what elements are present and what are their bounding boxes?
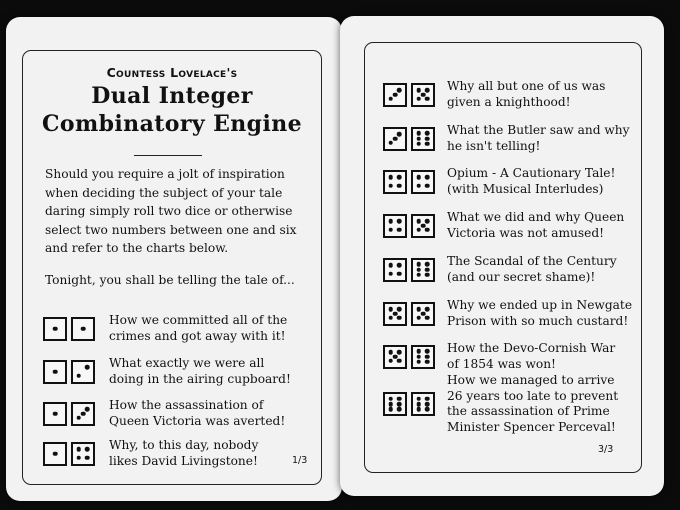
die-pip bbox=[53, 326, 58, 331]
dice-entry bbox=[383, 123, 630, 154]
die-pip bbox=[421, 223, 426, 228]
right-card-frame bbox=[364, 42, 642, 473]
dice-entry bbox=[383, 373, 618, 435]
die-pip bbox=[425, 349, 430, 354]
die-pip bbox=[425, 141, 430, 146]
die-pip bbox=[393, 354, 398, 359]
title-divider bbox=[134, 155, 202, 156]
dice-pair bbox=[383, 258, 435, 282]
entry-text: How we committed all of the crimes and got away with it! bbox=[109, 313, 288, 343]
die-pip bbox=[53, 451, 58, 456]
die-icon bbox=[411, 127, 435, 151]
entry-text: How the Devo-Cornish War of 1854 was won! bbox=[447, 341, 616, 371]
dice-entry bbox=[383, 341, 615, 372]
die-pip bbox=[388, 397, 393, 402]
die-pip bbox=[416, 272, 421, 277]
intro-paragraph: Should you require a jolt of inspiration when deciding the subject of your tale daring simply roll two dice or otherwise select two numbers between one and six and refer to the charts below. bbox=[45, 167, 297, 256]
die-pip bbox=[416, 131, 421, 136]
die-pip bbox=[388, 228, 393, 233]
die-pip bbox=[81, 411, 86, 416]
die-pip bbox=[397, 88, 402, 93]
left-card bbox=[6, 17, 342, 501]
die-pip bbox=[425, 307, 430, 312]
card-title-line2: Combinatory Engine bbox=[41, 111, 303, 137]
die-pip bbox=[425, 175, 430, 180]
die-pip bbox=[397, 350, 402, 355]
die-pip bbox=[388, 316, 393, 321]
die-pip bbox=[388, 407, 393, 412]
die-icon bbox=[43, 360, 67, 384]
die-pip bbox=[416, 141, 421, 146]
die-pip bbox=[76, 456, 81, 461]
die-pip bbox=[425, 97, 430, 102]
die-icon bbox=[383, 214, 407, 238]
page-number: 3/3 bbox=[598, 444, 614, 455]
entry-text: The Scandal of the Century (and our secret shame)! bbox=[447, 254, 617, 284]
dice-pair bbox=[383, 302, 435, 326]
dice-entry bbox=[383, 210, 624, 241]
die-pip bbox=[425, 267, 430, 272]
die-pip bbox=[393, 92, 398, 97]
die-icon bbox=[411, 345, 435, 369]
die-pip bbox=[388, 175, 393, 180]
die-pip bbox=[397, 228, 402, 233]
die-pip bbox=[388, 402, 393, 407]
die-pip bbox=[397, 219, 402, 224]
die-pip bbox=[53, 411, 58, 416]
dice-entry bbox=[43, 438, 258, 469]
dice-entry bbox=[383, 298, 632, 329]
die-pip bbox=[388, 307, 393, 312]
die-pip bbox=[76, 374, 81, 379]
die-pip bbox=[416, 97, 421, 102]
die-pip bbox=[397, 263, 402, 268]
die-pip bbox=[397, 184, 402, 189]
dice-pair bbox=[383, 170, 435, 194]
die-pip bbox=[425, 262, 430, 267]
left-card-frame bbox=[22, 50, 322, 485]
die-pip bbox=[85, 447, 90, 452]
die-pip bbox=[425, 228, 430, 233]
die-pip bbox=[425, 407, 430, 412]
dice-pair bbox=[43, 360, 95, 384]
die-icon bbox=[411, 214, 435, 238]
die-pip bbox=[416, 228, 421, 233]
die-icon bbox=[383, 302, 407, 326]
die-pip bbox=[416, 267, 421, 272]
die-icon bbox=[383, 345, 407, 369]
die-icon bbox=[411, 83, 435, 107]
die-pip bbox=[388, 97, 393, 102]
die-icon bbox=[383, 83, 407, 107]
die-icon bbox=[411, 392, 435, 416]
die-pip bbox=[416, 88, 421, 93]
dice-entry bbox=[43, 313, 287, 344]
die-pip bbox=[81, 326, 86, 331]
die-pip bbox=[397, 402, 402, 407]
card-title-line1: Dual Integer bbox=[91, 83, 253, 109]
die-pip bbox=[388, 141, 393, 146]
die-pip bbox=[416, 407, 421, 412]
die-pip bbox=[416, 354, 421, 359]
die-pip bbox=[416, 175, 421, 180]
die-pip bbox=[425, 136, 430, 141]
die-icon bbox=[43, 402, 67, 426]
dice-entry bbox=[383, 79, 605, 110]
entry-text: What we did and why Queen Victoria was not amused! bbox=[447, 210, 625, 240]
die-pip bbox=[416, 136, 421, 141]
die-icon bbox=[71, 360, 95, 384]
tonight-line: Tonight, you shall be telling the tale of... bbox=[45, 273, 295, 287]
die-pip bbox=[421, 92, 426, 97]
dice-pair bbox=[43, 442, 95, 466]
die-icon bbox=[383, 127, 407, 151]
entry-text: Why we ended up in Newgate Prison with so much custard! bbox=[447, 298, 633, 328]
page-number: 1/3 bbox=[292, 455, 308, 466]
die-pip bbox=[397, 407, 402, 412]
die-pip bbox=[393, 136, 398, 141]
dice-pair bbox=[383, 345, 435, 369]
die-pip bbox=[416, 184, 421, 189]
right-card bbox=[340, 16, 664, 496]
die-pip bbox=[425, 219, 430, 224]
die-icon bbox=[43, 317, 67, 341]
die-icon bbox=[383, 170, 407, 194]
dice-pair bbox=[43, 317, 95, 341]
die-pip bbox=[397, 307, 402, 312]
entry-text: How we managed to arrive 26 years too late to prevent the assassination of Prime Minister Spencer Perceval! bbox=[447, 373, 619, 434]
die-pip bbox=[85, 365, 90, 370]
die-pip bbox=[425, 402, 430, 407]
die-icon bbox=[71, 442, 95, 466]
die-pip bbox=[425, 397, 430, 402]
dice-pair bbox=[383, 83, 435, 107]
die-pip bbox=[397, 397, 402, 402]
die-pip bbox=[388, 272, 393, 277]
die-pip bbox=[397, 316, 402, 321]
die-pip bbox=[85, 407, 90, 412]
die-pip bbox=[425, 131, 430, 136]
die-pip bbox=[393, 311, 398, 316]
die-pip bbox=[388, 219, 393, 224]
entry-text: Why all but one of us was given a knighthood! bbox=[447, 79, 606, 109]
die-pip bbox=[416, 402, 421, 407]
die-pip bbox=[425, 88, 430, 93]
die-pip bbox=[416, 219, 421, 224]
die-pip bbox=[388, 359, 393, 364]
entry-text: What the Butler saw and why he isn't telling! bbox=[447, 123, 630, 153]
die-pip bbox=[425, 316, 430, 321]
die-pip bbox=[388, 263, 393, 268]
die-icon bbox=[71, 402, 95, 426]
die-pip bbox=[53, 369, 58, 374]
dice-pair bbox=[383, 392, 435, 416]
entry-text: How the assassination of Queen Victoria was averted! bbox=[109, 398, 286, 428]
die-pip bbox=[425, 184, 430, 189]
die-pip bbox=[416, 316, 421, 321]
die-icon bbox=[71, 317, 95, 341]
dice-entry bbox=[383, 254, 617, 285]
entry-text: What exactly we were all doing in the airing cupboard! bbox=[109, 356, 291, 386]
die-pip bbox=[76, 447, 81, 452]
dice-entry bbox=[43, 398, 285, 429]
die-pip bbox=[425, 272, 430, 277]
die-icon bbox=[411, 170, 435, 194]
die-pip bbox=[425, 359, 430, 364]
die-icon bbox=[383, 258, 407, 282]
die-pip bbox=[421, 311, 426, 316]
die-pip bbox=[416, 359, 421, 364]
entry-text: Opium - A Cautionary Tale! (with Musical Interludes) bbox=[447, 166, 616, 196]
die-pip bbox=[397, 132, 402, 137]
die-pip bbox=[397, 175, 402, 180]
die-pip bbox=[76, 416, 81, 421]
die-icon bbox=[411, 302, 435, 326]
die-pip bbox=[397, 359, 402, 364]
die-pip bbox=[416, 397, 421, 402]
dice-entry bbox=[43, 356, 291, 387]
dice-pair bbox=[383, 127, 435, 151]
dice-pair bbox=[383, 214, 435, 238]
die-pip bbox=[388, 184, 393, 189]
die-pip bbox=[416, 307, 421, 312]
die-pip bbox=[397, 272, 402, 277]
dice-entry bbox=[383, 166, 615, 197]
die-icon bbox=[411, 258, 435, 282]
dice-pair bbox=[43, 402, 95, 426]
card-heading: Countess Lovelace's bbox=[106, 65, 238, 80]
die-pip bbox=[416, 349, 421, 354]
die-pip bbox=[425, 354, 430, 359]
die-pip bbox=[388, 350, 393, 355]
entry-text: Why, to this day, nobody likes David Livingstone! bbox=[109, 438, 259, 468]
die-icon bbox=[43, 442, 67, 466]
die-pip bbox=[416, 262, 421, 267]
die-pip bbox=[85, 456, 90, 461]
die-icon bbox=[383, 392, 407, 416]
